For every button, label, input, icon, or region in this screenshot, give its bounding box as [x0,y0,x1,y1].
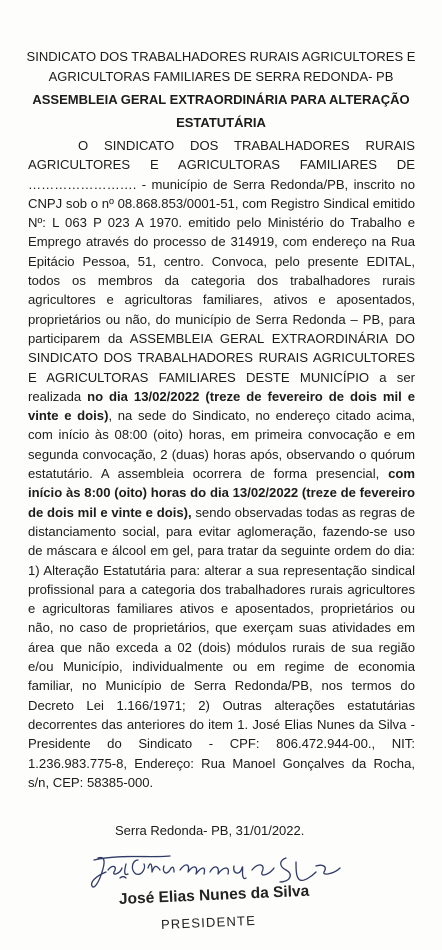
place-and-date: Serra Redonda- PB, 31/01/2022. [115,823,305,838]
signer-name: José Elias Nunes da Silva [118,882,310,908]
body-text-part-3: sendo observadas todas as regras de distanciamento social, para evitar aglomeração, fazendo-se uso de máscara e álcool em gel, para tratar da seguinte ordem do dia: 1) Alteração Estatutária para: alterar a sua representação sindical profissional para a categoria dos trabalhadores rurais agricultores e agricultoras familiares ativos e aposentados, proprietários ou não, no caso de proprietários, que exerçam suas atividades em área que não exceda a 02 (dois) módulos rurais de sua região e/ou Município, individualmente ou em regime de economia familiar, no Município de Serra Redonda/PB, nos termos do Decreto Lei 1.166/1971; 2) Outras alterações estatutárias decorrentes das anteriores do item 1. José Elias Nunes da Silva - Presidente do Sindicato - CPF: 806.472.944-00., NIT: 1.236.983.775-8, Endereço: Rua Manoel Gonçalves da Rocha, s/n, CEP: 58385-000. [28,504,415,790]
body-bold-date-2: com início às 8:00 (oito) horas do dia 13/02/2022 (treze de fevereiro de dois mil e vinte e dois), [28,466,415,520]
body-bold-date-1: no dia 13/02/2022 (treze de fevereiro de dois mil e vinte e dois) [28,388,416,424]
document-heading-line-1: ASSEMBLEIA GERAL EXTRAORDINÁRIA PARA ALTERAÇÃO [32,92,410,107]
body-text-part-1: O SINDICATO DOS TRABALHADORES RURAIS AGRICULTORES E AGRICULTORAS FAMILIARES DE ……………………. - município de Serra Redonda/PB, inscrito no CNPJ sob o nº 08.868.853/0001-51, com Registro Sindical emitido Nº: L 063 P 023 A 1970. emitido pelo Ministério do Trabalho e Emprego através do processo de 314919, com endereço na Rua Epitácio Pessoa, 51, centro. Convoca, pelo presente EDITAL, todos os membros da categoria dos trabalhadores rurais agricultores e agricultoras familiares, ativos e aposentados, proprietários ou não, do município de Serra Redonda – PB, para participarem da ASSEMBLEIA GERAL EXTRAORDINÁRIA DO SINDICATO DOS TRABALHADORES RURAIS AGRICULTORES E AGRICULTORAS FAMILIARES DESTE MUNICÍPIO a ser realizada [28,138,415,404]
signer-role: PRESIDENTE [160,912,257,932]
edital-body [28,136,415,792]
body-text-part-2: , na sede do Sindicato, no endereço citado acima, com início às 08:00 (oito) horas, em primeira convocação e em segunda convocação, 2 (duas) horas após, observando o quórum estatutário. A assembleia ocorrera de forma presencial, [28,408,415,482]
union-name-line-2: AGRICULTORAS FAMILIARES DE SERRA REDONDA- PB [48,69,394,84]
edital-paragraph [28,136,415,792]
union-name-line-1: SINDICATO DOS TRABALHADORES RURAIS AGRICULTORES E [26,49,416,64]
document-heading-line-2: ESTATUTÁRIA [176,115,266,130]
